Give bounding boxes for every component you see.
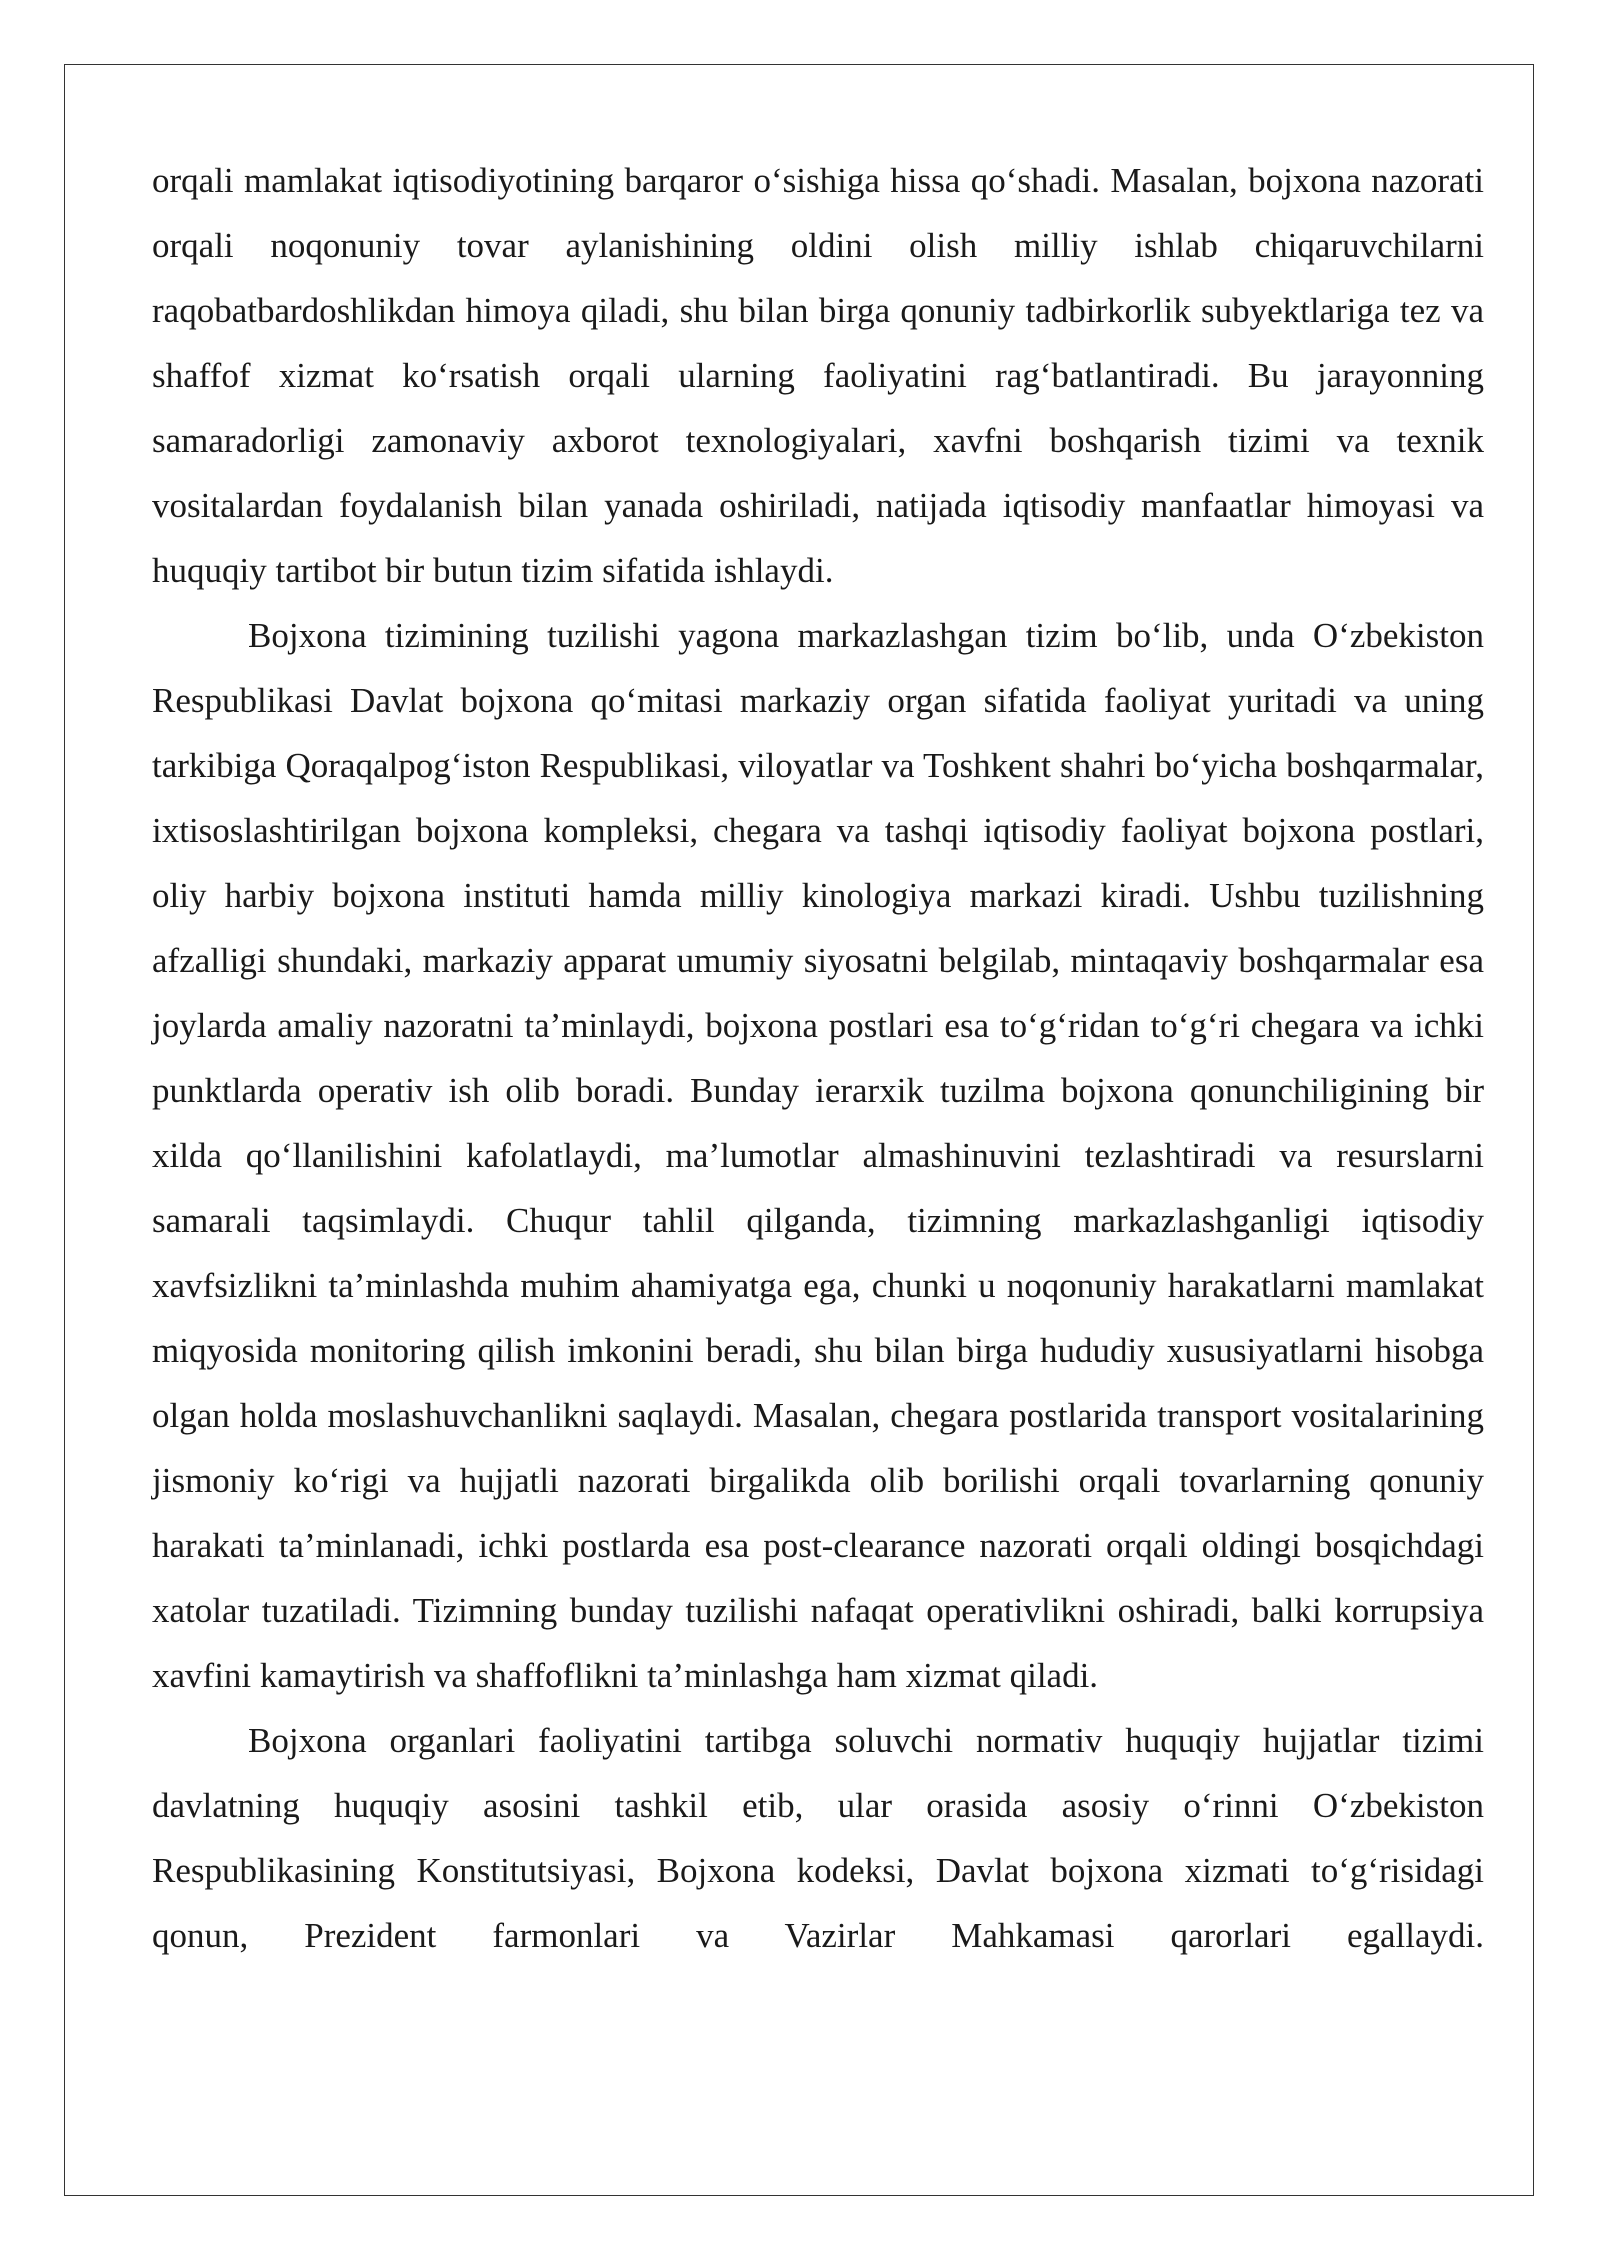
paragraph-3: Bojxona organlari faoliyatini tartibga soluvchi normativ huquqiy hujjatlar tizimi davlatning huquqiy asosini tashkil etib, ular orasida asosiy o‘rinni O‘zbekiston Respublikasining Konstitutsiyasi, Bojxona kodeksi, Davlat bojxona xizmati to‘g‘risidagi qonun, Prezident farmonlari va Vazirlar Mahkamasi qarorlari egallaydi.	[152, 1721, 1484, 1955]
paragraph-1: orqali mamlakat iqtisodiyotining barqaror o‘sishiga hissa qo‘shadi. Masalan, bojxona nazorati orqali noqonuniy tovar aylanishining oldini olish milliy ishlab chiqaruvchilarni raqobatbardoshlikdan himoya qiladi, shu bilan birga qonuniy tadbirkorlik subyektlariga tez va shaffof xizmat ko‘rsatish orqali ularning faoliyatini rag‘batlantiradi. Bu jarayonning samaradorligi zamonaviy axborot texnologiyalari, xavfni boshqarish tizimi va texnik vositalardan foydalanish bilan yanada oshiriladi, natijada iqtisodiy manfaatlar himoyasi va huquqiy tartibot bir butun tizim sifatida ishlaydi.	[152, 161, 1484, 590]
paragraph-2: Bojxona tizimining tuzilishi yagona markazlashgan tizim bo‘lib, unda O‘zbekiston Respublikasi Davlat bojxona qo‘mitasi markaziy organ sifatida faoliyat yuritadi va uning tarkibiga Qoraqalpog‘iston Respublikasi, viloyatlar va Toshkent shahri bo‘yicha boshqarmalar, ixtisoslashtirilgan bojxona kompleksi, chegara va tashqi iqtisodiy faoliyat bojxona postlari, oliy harbiy bojxona instituti hamda milliy kinologiya markazi kiradi. Ushbu tuzilishning afzalligi shundaki, markaziy apparat umumiy siyosatni belgilab, mintaqaviy boshqarmalar esa joylarda amaliy nazoratni ta’minlaydi, bojxona postlari esa to‘g‘ridan to‘g‘ri chegara va ichki punktlarda operativ ish olib boradi. Bunday ierarxik tuzilma bojxona qonunchiligining bir xilda qo‘llanilishini kafolatlaydi, ma’lumotlar almashinuvini tezlashtiradi va resurslarni samarali taqsimlaydi. Chuqur tahlil qilganda, tizimning markazlashganligi iqtisodiy xavfsizlikni ta’minlashda muhim ahamiyatga ega, chunki u noqonuniy harakatlarni mamlakat miqyosida monitoring qilish imkonini beradi, shu bilan birga hududiy xususiyatlarni hisobga olgan holda moslashuvchanlikni saqlaydi. Masalan, chegara postlarida transport vositalarining jismoniy ko‘rigi va hujjatli nazorati birgalikda olib borilishi orqali tovarlarning qonuniy harakati ta’minlanadi, ichki postlarda esa post-clearance nazorati orqali oldingi bosqichdagi xatolar tuzatiladi. Tizimning bunday tuzilishi nafaqat operativlikni oshiradi, balki korrupsiya xavfini kamaytirish va shaffoflikni ta’minlashga ham xizmat qiladi.	[152, 616, 1484, 1695]
document-body	[152, 148, 1484, 1968]
